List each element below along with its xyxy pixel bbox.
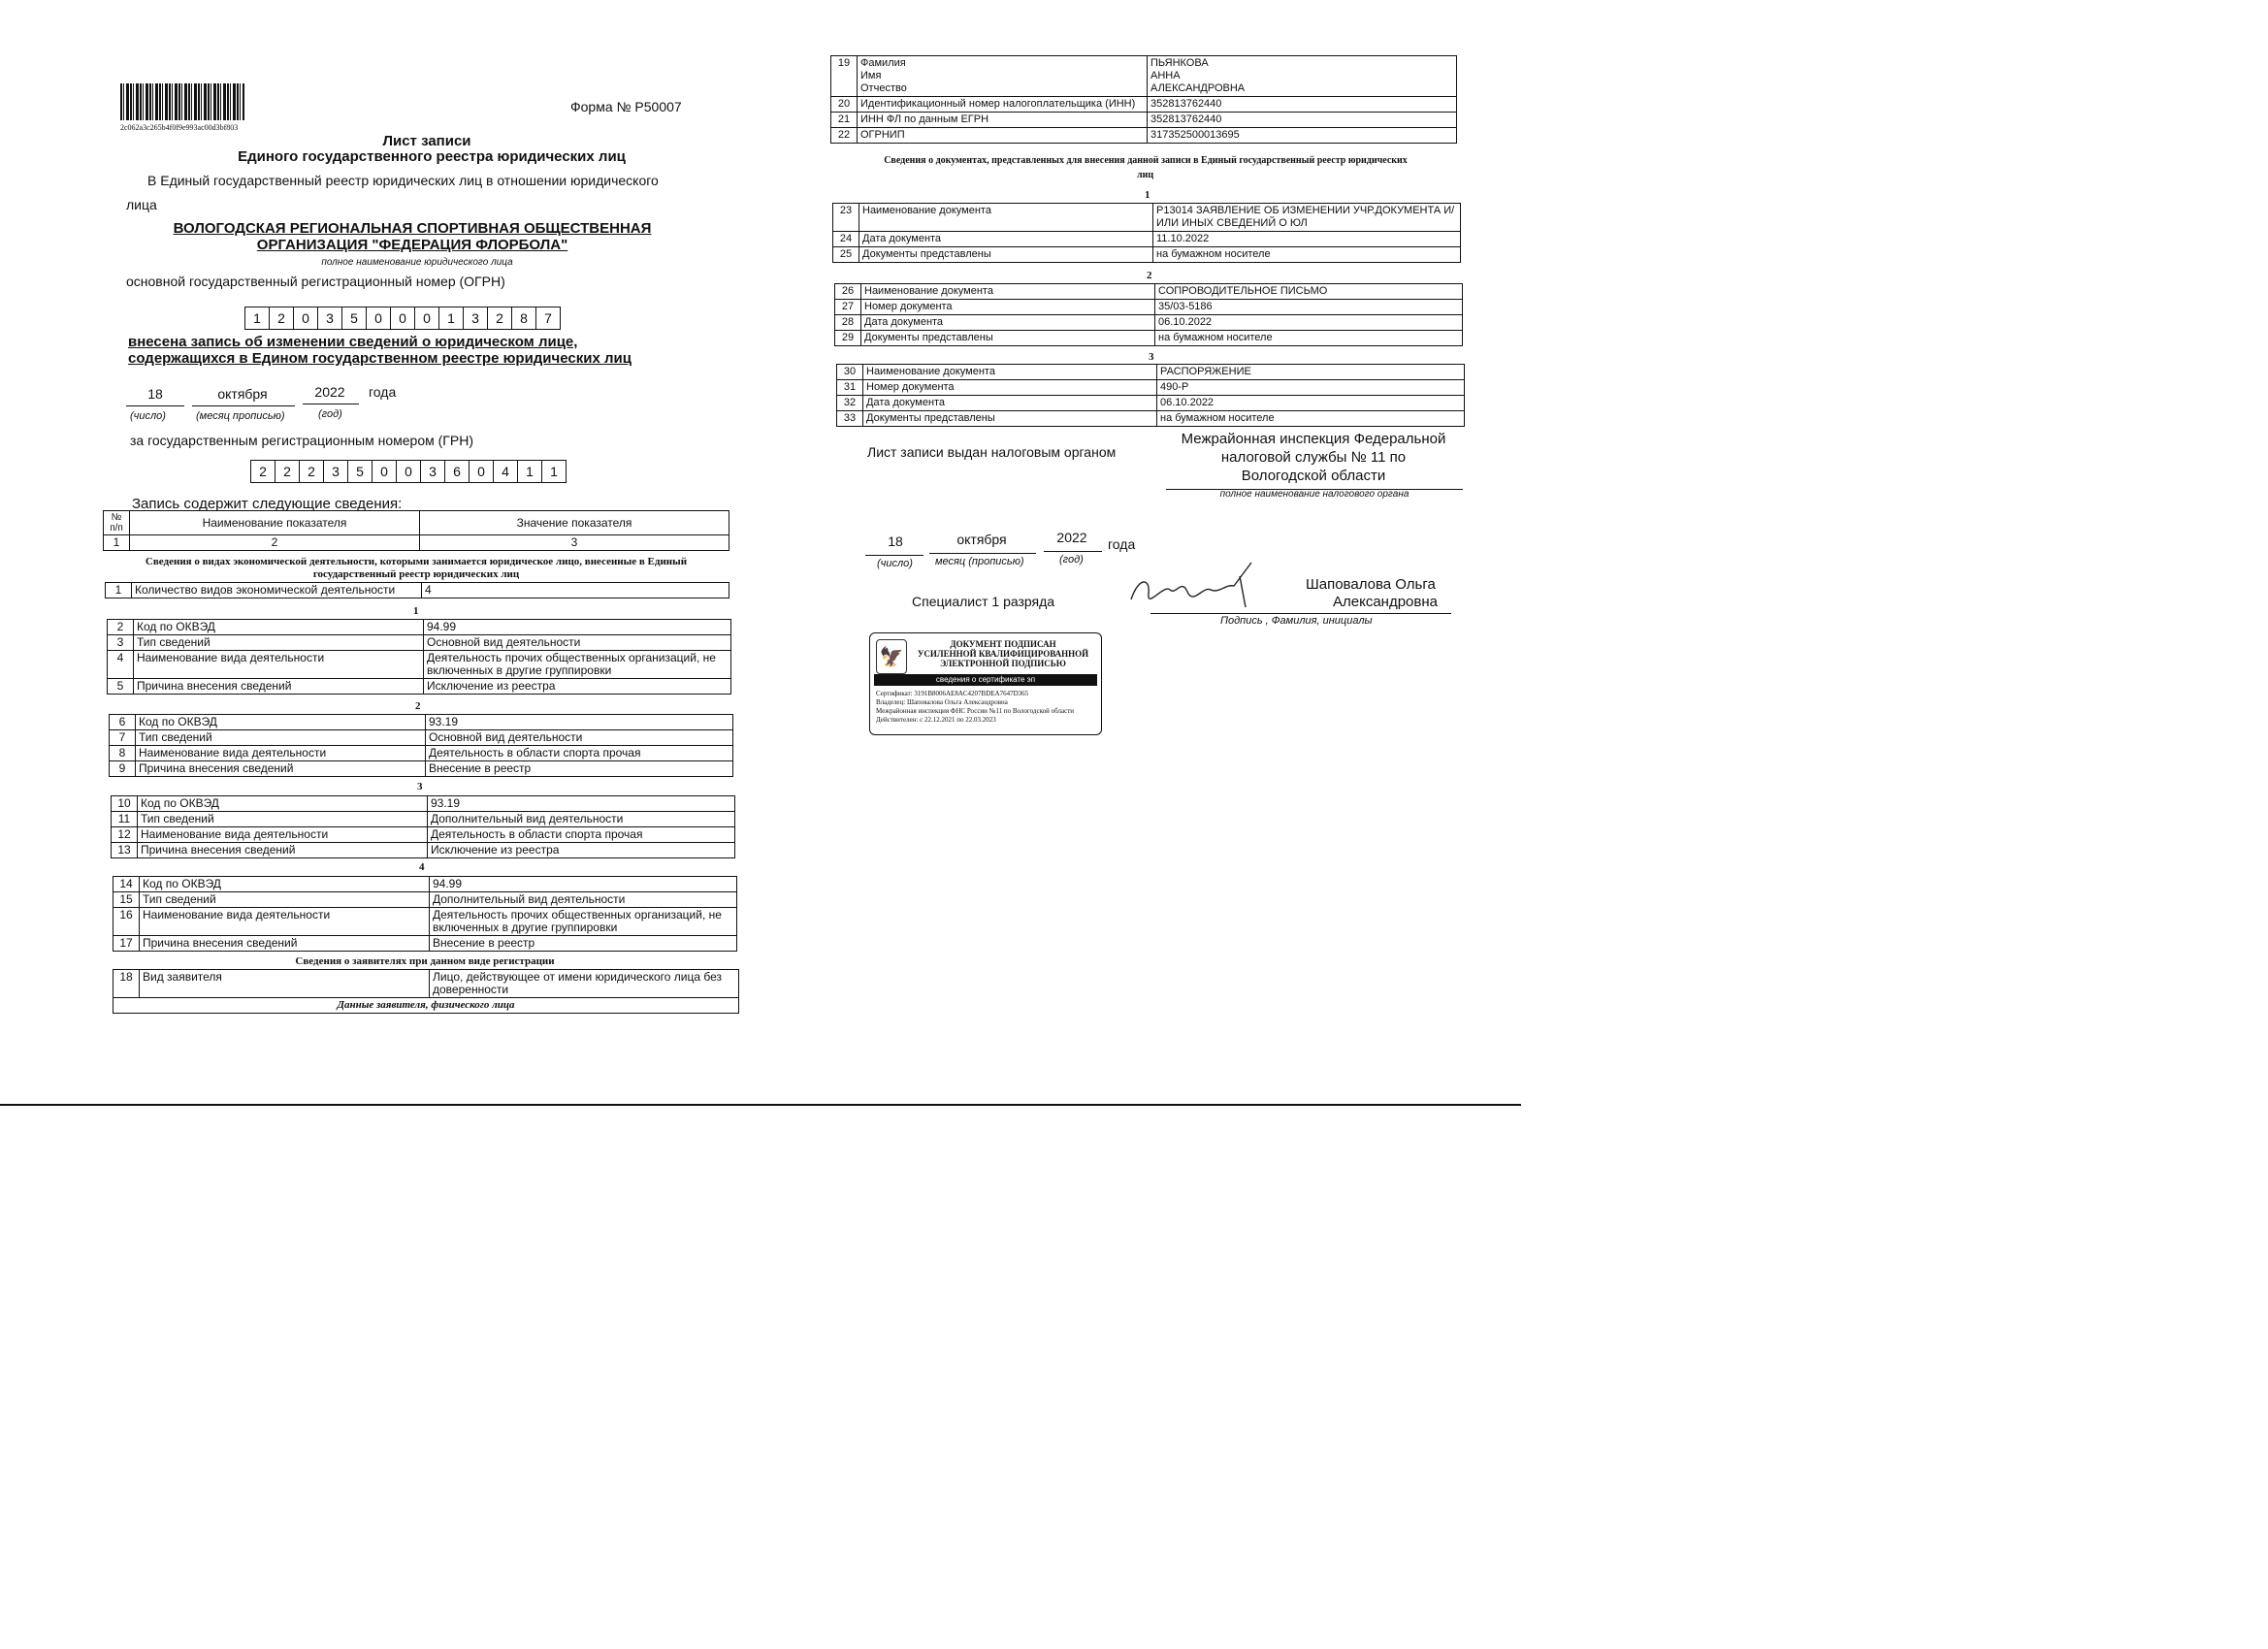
issued-authority-line2: налоговой службы № 11 по	[1220, 449, 1407, 466]
row-name: Код по ОКВЭД	[134, 620, 424, 635]
table-applicant	[113, 969, 739, 1014]
row-num: 7	[110, 730, 136, 746]
grn-label: за государственным регистрационным номером (ГРН)	[130, 433, 473, 448]
doc-index: 2	[1147, 270, 1152, 281]
name-value: АННА	[1150, 70, 1181, 81]
row-value: на бумажном носителе	[1155, 331, 1463, 346]
header-col-num: № п/п	[104, 511, 130, 535]
row-value: 490-Р	[1157, 380, 1465, 396]
table-document-3	[836, 364, 1465, 427]
surname-value: ПЬЯНКОВА	[1150, 57, 1209, 69]
date-cap-year: (год)	[318, 408, 342, 420]
row-name: Тип сведений	[138, 812, 428, 827]
row-value: Деятельность прочих общественных организаций, не включенных в другие группировки	[430, 908, 737, 936]
ogrn-label: основной государственный регистрационный номер (ОГРН)	[126, 274, 505, 289]
org-name-caption: полное наименование юридического лица	[321, 257, 513, 268]
row-value: Деятельность прочих общественных организаций, не включенных в другие группировки	[424, 651, 731, 679]
row-value: Лицо, действующее от имени юридического лица без доверенности	[430, 970, 739, 998]
row-num: 9	[110, 761, 136, 777]
row-value: 317352500013695	[1148, 128, 1457, 144]
signer-line	[1150, 613, 1451, 614]
date-suffix: года	[369, 384, 397, 400]
ogrn-digit: 1	[244, 307, 270, 330]
row-value: СОПРОВОДИТЕЛЬНОЕ ПИСЬМО	[1155, 284, 1463, 300]
org-name-line2: ОРГАНИЗАЦИЯ "ФЕДЕРАЦИЯ ФЛОРБОЛА"	[256, 237, 568, 253]
row-name: Наименование вида деятельности	[140, 908, 430, 936]
row-value: Деятельность в области спорта прочая	[428, 827, 735, 843]
doc-index: 1	[1145, 189, 1150, 201]
signer-name-line2: Александровна	[1333, 594, 1438, 610]
row-value: 4	[422, 583, 729, 598]
date-cap-month: (месяц прописью)	[196, 410, 285, 422]
signer-caption: Подпись , Фамилия, инициалы	[1220, 615, 1373, 627]
row-num: 6	[110, 715, 136, 730]
stamp-title-line3: ЭЛЕКТРОННОЙ ПОДПИСЬЮ	[940, 659, 1066, 668]
row-num: 1	[106, 583, 132, 598]
issued-authority-line1: Межрайонная инспекция Федеральной	[1181, 431, 1446, 447]
ogrn-digit: 8	[511, 307, 536, 330]
ogrn-digit: 0	[293, 307, 318, 330]
row-value: 93.19	[428, 796, 735, 812]
row-name: Наименование документа	[859, 204, 1153, 232]
entry-line1: внесена запись об изменении сведений о юридическом лице,	[128, 334, 578, 350]
table-group-3	[111, 795, 735, 858]
issued-caption: полное наименование налогового органа	[1219, 489, 1409, 500]
row-num: 27	[835, 300, 861, 315]
stamp-body	[876, 690, 1097, 725]
group-index: 4	[419, 861, 425, 873]
row-name: Номер документа	[861, 300, 1155, 315]
stamp-owner: Владелец: Шаповалова Ольга Александровна	[876, 698, 1008, 706]
ogrn-digit: 1	[438, 307, 464, 330]
row-name: Номер документа	[863, 380, 1157, 396]
date-right-year-line	[1044, 551, 1102, 552]
barcode-code: 2c062a3c265b4f0f9e993ac00d3bf803	[120, 123, 239, 132]
grn-digit: 2	[275, 460, 300, 483]
date-right-day: 18	[888, 534, 903, 549]
issued-authority-line3: Вологодской области	[1241, 468, 1386, 484]
patronymic-label: Отчество	[860, 82, 907, 94]
header-col-name: Наименование показателя	[130, 511, 420, 535]
date-day: 18	[147, 386, 163, 402]
date-right-month: октября	[956, 532, 1007, 547]
ogrn-digit: 0	[390, 307, 415, 330]
row-num: 4	[108, 651, 134, 679]
row-value: Внесение в реестр	[426, 761, 733, 777]
row-num: 3	[108, 635, 134, 651]
row-value: на бумажном носителе	[1153, 247, 1461, 263]
section-applicants: Сведения о заявителях при данном виде регистрации	[295, 955, 555, 967]
row-value: 93.19	[426, 715, 733, 730]
row-name: Документы представлены	[861, 331, 1155, 346]
table-document-1	[832, 203, 1461, 263]
table-group-1	[107, 619, 731, 695]
row-value: 94.99	[424, 620, 731, 635]
row-value: Исключение из реестра	[424, 679, 731, 695]
row-num: 28	[835, 315, 861, 331]
row-value: Внесение в реестр	[430, 936, 737, 952]
row-name: Идентификационный номер налогоплательщика (ИНН)	[858, 97, 1148, 113]
row-value: Дополнительный вид деятельности	[428, 812, 735, 827]
title-line2: Единого государственного реестра юридических лиц	[238, 148, 626, 165]
intro-line1: В Единый государственный реестр юридических лиц в отношении юридического	[147, 173, 659, 188]
grn-digit: 6	[444, 460, 470, 483]
emblem-icon: 🦅	[876, 639, 907, 674]
stamp-title	[911, 639, 1095, 668]
row-name: ИНН ФЛ по данным ЕГРН	[858, 113, 1148, 128]
row-value: РАСПОРЯЖЕНИЕ	[1157, 365, 1465, 380]
row-num: 23	[833, 204, 859, 232]
row-name: Причина внесения сведений	[140, 936, 430, 952]
patronymic-value: АЛЕКСАНДРОВНА	[1150, 82, 1246, 94]
signer-name-line1: Шаповалова Ольга	[1306, 576, 1436, 593]
row-name: Код по ОКВЭД	[140, 877, 430, 892]
header-n3: 3	[420, 535, 729, 551]
grn-digit: 0	[469, 460, 494, 483]
intro-line2: лица	[126, 197, 157, 212]
date-right-cap-month: месяц (прописью)	[935, 556, 1024, 567]
row-value: Основной вид деятельности	[426, 730, 733, 746]
section-activities-line1: Сведения о видах экономической деятельности, которыми занимается юридическое лицо, внесенные в Единый	[145, 556, 688, 567]
row-name: Тип сведений	[134, 635, 424, 651]
date-month-line	[192, 405, 295, 406]
row-value: 11.10.2022	[1153, 232, 1461, 247]
date-right-day-line	[865, 555, 923, 556]
date-right-suffix: года	[1108, 536, 1136, 552]
bottom-edge	[0, 1104, 1521, 1106]
row-num: 21	[831, 113, 858, 128]
row-value	[1148, 56, 1457, 97]
stamp-valid: Действителен: с 22.12.2021 по 22.03.2023	[876, 716, 996, 724]
doc-index: 3	[1149, 351, 1154, 363]
table-document-2	[834, 283, 1463, 346]
row-name: Наименование документа	[863, 365, 1157, 380]
name-label: Имя	[860, 70, 882, 81]
grn-digit: 0	[396, 460, 421, 483]
row-value: Основной вид деятельности	[424, 635, 731, 651]
date-cap-day: (число)	[130, 410, 166, 422]
row-name	[858, 56, 1148, 97]
header-table	[103, 510, 729, 551]
grn-digit: 4	[493, 460, 518, 483]
ogrn-digit: 2	[487, 307, 512, 330]
date-right-cap-day: (число)	[877, 558, 913, 569]
section-applicant-data: Данные заявителя, физического лица	[113, 998, 739, 1014]
stamp-issuer: Межрайонная инспекция ФНС России №11 по Вологодской области	[876, 707, 1075, 715]
e-signature-stamp	[869, 632, 1102, 735]
row-value: 35/03-5186	[1155, 300, 1463, 315]
ogrn-digit: 7	[535, 307, 561, 330]
ogrn-digit: 2	[269, 307, 294, 330]
ogrn-digit: 5	[341, 307, 367, 330]
grn-digit: 0	[372, 460, 397, 483]
table-group-2	[109, 714, 733, 777]
row-name: Код по ОКВЭД	[136, 715, 426, 730]
date-year: 2022	[314, 384, 345, 400]
row-value: Деятельность в области спорта прочая	[426, 746, 733, 761]
row-num: 20	[831, 97, 858, 113]
row-num: 13	[112, 843, 138, 858]
row-name: Причина внесения сведений	[134, 679, 424, 695]
row-value: 06.10.2022	[1155, 315, 1463, 331]
row-name: Дата документа	[863, 396, 1157, 411]
row-value: 06.10.2022	[1157, 396, 1465, 411]
section-documents-line2: лиц	[1137, 170, 1154, 180]
row-name: Наименование документа	[861, 284, 1155, 300]
header-n2: 2	[130, 535, 420, 551]
stamp-cert: Сертификат: 3191B8006AE8AC4207BDEA7647D365	[876, 690, 1029, 697]
row-name: Дата документа	[859, 232, 1153, 247]
signature	[1125, 557, 1261, 611]
stamp-title-line1: ДОКУМЕНТ ПОДПИСАН	[950, 639, 1056, 649]
barcode	[120, 83, 244, 120]
table-group-4	[113, 876, 737, 952]
issued-label: Лист записи выдан налоговым органом	[867, 444, 1117, 460]
row-num: 8	[110, 746, 136, 761]
stamp-bar: сведения о сертификате эп	[874, 674, 1097, 686]
group-index: 2	[415, 700, 421, 712]
row-name: Документы представлены	[863, 411, 1157, 427]
row-value: на бумажном носителе	[1157, 411, 1465, 427]
row-num: 24	[833, 232, 859, 247]
grn-digit: 2	[299, 460, 324, 483]
grn-digit: 5	[347, 460, 373, 483]
stamp-title-line2: УСИЛЕННОЙ КВАЛИФИЦИРОВАННОЙ	[917, 649, 1089, 659]
grn-grid	[250, 460, 566, 483]
row-name: Тип сведений	[136, 730, 426, 746]
row-name: Документы представлены	[859, 247, 1153, 263]
section-activities-line2: государственный реестр юридических лиц	[312, 568, 520, 580]
entry-line2: содержащихся в Едином государственном реестре юридических лиц	[128, 350, 632, 367]
row-name: Количество видов экономической деятельности	[132, 583, 422, 598]
title-line1: Лист записи	[382, 133, 471, 149]
ogrn-digit: 3	[317, 307, 342, 330]
row-value: 352813762440	[1148, 97, 1457, 113]
row-num: 16	[113, 908, 140, 936]
row-name: Тип сведений	[140, 892, 430, 908]
row-name: Причина внесения сведений	[136, 761, 426, 777]
date-right-month-line	[929, 553, 1036, 554]
form-number: Форма № Р50007	[570, 99, 682, 114]
row-value: 352813762440	[1148, 113, 1457, 128]
row-num: 29	[835, 331, 861, 346]
signer-position: Специалист 1 разряда	[912, 594, 1055, 609]
row-num: 32	[837, 396, 863, 411]
ogrn-digit: 0	[414, 307, 439, 330]
org-name-line1: ВОЛОГОДСКАЯ РЕГИОНАЛЬНАЯ СПОРТИВНАЯ ОБЩЕСТВЕННАЯ	[173, 220, 652, 237]
row-value: Р13014 ЗАЯВЛЕНИЕ ОБ ИЗМЕНЕНИИ УЧР.ДОКУМЕНТА И/ИЛИ ИНЫХ СВЕДЕНИЙ О ЮЛ	[1153, 204, 1461, 232]
ogrn-digit: 3	[463, 307, 488, 330]
header-n1: 1	[104, 535, 130, 551]
row-num: 12	[112, 827, 138, 843]
row-name: Дата документа	[861, 315, 1155, 331]
grn-digit: 3	[420, 460, 445, 483]
table-applicant-person	[830, 55, 1457, 144]
row-name: Код по ОКВЭД	[138, 796, 428, 812]
contents-label: Запись содержит следующие сведения:	[132, 496, 403, 512]
grn-digit: 2	[250, 460, 275, 483]
grn-digit: 3	[323, 460, 348, 483]
date-day-line	[126, 405, 184, 406]
grn-digit: 1	[517, 460, 542, 483]
row-num: 15	[113, 892, 140, 908]
row-num: 30	[837, 365, 863, 380]
date-month: октября	[217, 386, 268, 402]
group-index: 3	[417, 781, 423, 792]
row-name: Причина внесения сведений	[138, 843, 428, 858]
group-index: 1	[413, 605, 419, 617]
row-num: 5	[108, 679, 134, 695]
date-right-cap-year: (год)	[1059, 554, 1084, 566]
row-num: 17	[113, 936, 140, 952]
row-num: 19	[831, 56, 858, 97]
surname-label: Фамилия	[860, 57, 906, 69]
row-name: Наименование вида деятельности	[138, 827, 428, 843]
row-value: 94.99	[430, 877, 737, 892]
row-num: 31	[837, 380, 863, 396]
section-documents-line1: Сведения о документах, представленных для внесения данной записи в Единый государственный реестр юридических	[884, 155, 1408, 166]
ogrn-digit: 0	[366, 307, 391, 330]
row-num: 25	[833, 247, 859, 263]
row-num: 18	[113, 970, 140, 998]
header-col-value: Значение показателя	[420, 511, 729, 535]
row-value: Исключение из реестра	[428, 843, 735, 858]
table-row-1	[105, 582, 729, 598]
row-num: 11	[112, 812, 138, 827]
row-value: Дополнительный вид деятельности	[430, 892, 737, 908]
row-name: Наименование вида деятельности	[134, 651, 424, 679]
row-name: ОГРНИП	[858, 128, 1148, 144]
row-num: 14	[113, 877, 140, 892]
row-num: 22	[831, 128, 858, 144]
grn-digit: 1	[541, 460, 567, 483]
row-num: 33	[837, 411, 863, 427]
row-name: Вид заявителя	[140, 970, 430, 998]
date-right-year: 2022	[1056, 530, 1087, 545]
row-num: 10	[112, 796, 138, 812]
ogrn-grid	[244, 307, 560, 330]
row-num: 26	[835, 284, 861, 300]
row-num: 2	[108, 620, 134, 635]
row-name: Наименование вида деятельности	[136, 746, 426, 761]
